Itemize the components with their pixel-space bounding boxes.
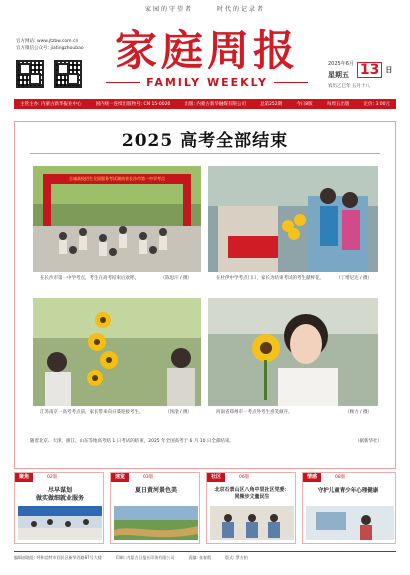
section-page: 06版 [239, 475, 250, 480]
photo-caption-2 [216, 276, 372, 282]
footer-editor: 责编: 张春霞 [188, 555, 211, 560]
section-thumbnail [114, 506, 198, 540]
masthead [102, 28, 312, 89]
photo-caption-1 [40, 276, 192, 282]
photo-exam-exit-cheer [33, 166, 201, 272]
footer-address: 编辑部地址: 呼和浩特市回民区新华西路87号大楼 [14, 555, 102, 560]
section-headline: 尽早谋划 做实做细就业服务 [35, 487, 84, 502]
photo-banner-text: 合诚高校招生全国服务考试湖南省长沙市第一中学考点 [69, 176, 165, 181]
caption-text: 在杜伊中学考点门口，家长为结束考试的考生献鲜花。 [216, 276, 324, 281]
section-page: 02版 [47, 475, 58, 480]
section-tag: 社区 [207, 473, 225, 482]
caption-credit: （陈思汗 / 摄） [160, 276, 192, 281]
photo-student-icon [208, 298, 378, 406]
section-headline: 守护儿童青少年心理健康 [317, 488, 379, 494]
page-footer [14, 551, 396, 561]
photo-caption-4 [216, 410, 372, 416]
website-label: 官方网站: www.jtzbw.com.cn [16, 39, 79, 44]
caption-credit: （丁增尼达 / 摄） [336, 276, 372, 281]
day-suffix: 日 [385, 66, 393, 74]
caption-text: 江苏南京一高考考点前，家长带来向日葵迎接考生。 [40, 410, 144, 415]
issue-date [328, 60, 398, 89]
rule-left [106, 82, 140, 83]
caption-credit: （汤淦 / 摄） [165, 410, 192, 415]
qr-code-icon [16, 60, 44, 88]
rule-right [274, 82, 308, 83]
feature-summary [30, 438, 382, 444]
cn-number: 国内统一连续出版物号: CN 15-0026 [95, 102, 171, 107]
footer-printer: 印刷: 内蒙古日报社印务有限公司 [115, 555, 175, 560]
footer-designer: 版式: 罗方柏 [224, 555, 248, 560]
section-thumbnail [306, 506, 394, 540]
day-number: 13 [357, 62, 382, 78]
section-teaser-overview[interactable] [110, 472, 200, 544]
title-divider [30, 153, 380, 154]
wechat-label: 官方微信公众号: jiatingzhoubao [16, 46, 84, 51]
contact-info [16, 38, 84, 52]
slogan-left: 家园的守望者 [145, 6, 194, 13]
summary-text: 随着北京、天津、浙江、山东等地高考结 1 日考试的结束，2025 年全国高考于 6 月 10 日全部结束。 [30, 439, 234, 444]
feature-title: 2025 高考全部结束 [121, 131, 289, 151]
job-fair-icon [18, 506, 102, 540]
photo-smiling-student [208, 298, 378, 406]
classroom-icon [306, 506, 394, 540]
caption-credit: （顾力 / 摄） [345, 410, 372, 415]
issue-number: 总第252期 [260, 102, 283, 107]
section-teaser-community[interactable] [206, 472, 296, 544]
masthead-title: 家庭周报 [114, 26, 299, 75]
section-page: 08版 [335, 475, 346, 480]
section-tag: 速览 [111, 473, 129, 482]
summary-credit: （据新华社） [355, 439, 382, 444]
section-headline: 北京石景山区八角中里社区党委： 同频步文量民生 [214, 487, 290, 500]
caption-text: 在长沙市第一中学考点，考生在高考结束后欢呼。 [40, 276, 139, 281]
section-tag: 聚焦 [15, 473, 33, 482]
qr-codes [16, 60, 82, 88]
sponsor: 主管主办: 内蒙古新华报业中心 [20, 102, 82, 107]
section-headline: 夏日黄河景色美 [134, 487, 177, 494]
photo-caption-3 [40, 410, 192, 416]
publisher: 出版: 内蒙古新华融媒有限公司 [184, 102, 246, 107]
qr-code-icon [54, 60, 82, 88]
section-teaser-emotion[interactable] [302, 472, 396, 544]
section-thumbnail [210, 506, 294, 540]
section-thumbnail [18, 506, 102, 540]
page-count: 今日8版 [296, 102, 313, 107]
photo-family-icon [208, 166, 378, 272]
section-teaser-focus[interactable] [14, 472, 104, 544]
price: 定价: 3.00元 [363, 102, 390, 107]
caption-text: 河南省郑州市一考点外考生喜笑颜开。 [216, 410, 293, 415]
community-icon [210, 506, 294, 540]
publication-info-bar [14, 99, 396, 109]
weekday: 星期五 [328, 71, 349, 79]
year-month: 2025年6月 [328, 61, 354, 67]
slogan-bar [0, 4, 410, 13]
frequency: 每周五出版 [326, 102, 350, 107]
photo-parents-flowers [208, 166, 378, 272]
section-tag: 情感 [303, 473, 321, 482]
yellow-river-icon [114, 506, 198, 540]
masthead-subtitle [102, 76, 312, 89]
slogan-right: 时代的记录者 [216, 6, 265, 13]
section-page: 03版 [143, 475, 154, 480]
masthead-english: FAMILY WEEKLY [146, 76, 268, 89]
photo-sunflower-icon [33, 298, 201, 406]
lunar-date: 农历乙巳年 五月十八 [328, 84, 370, 89]
photo-sunflowers [33, 298, 201, 406]
